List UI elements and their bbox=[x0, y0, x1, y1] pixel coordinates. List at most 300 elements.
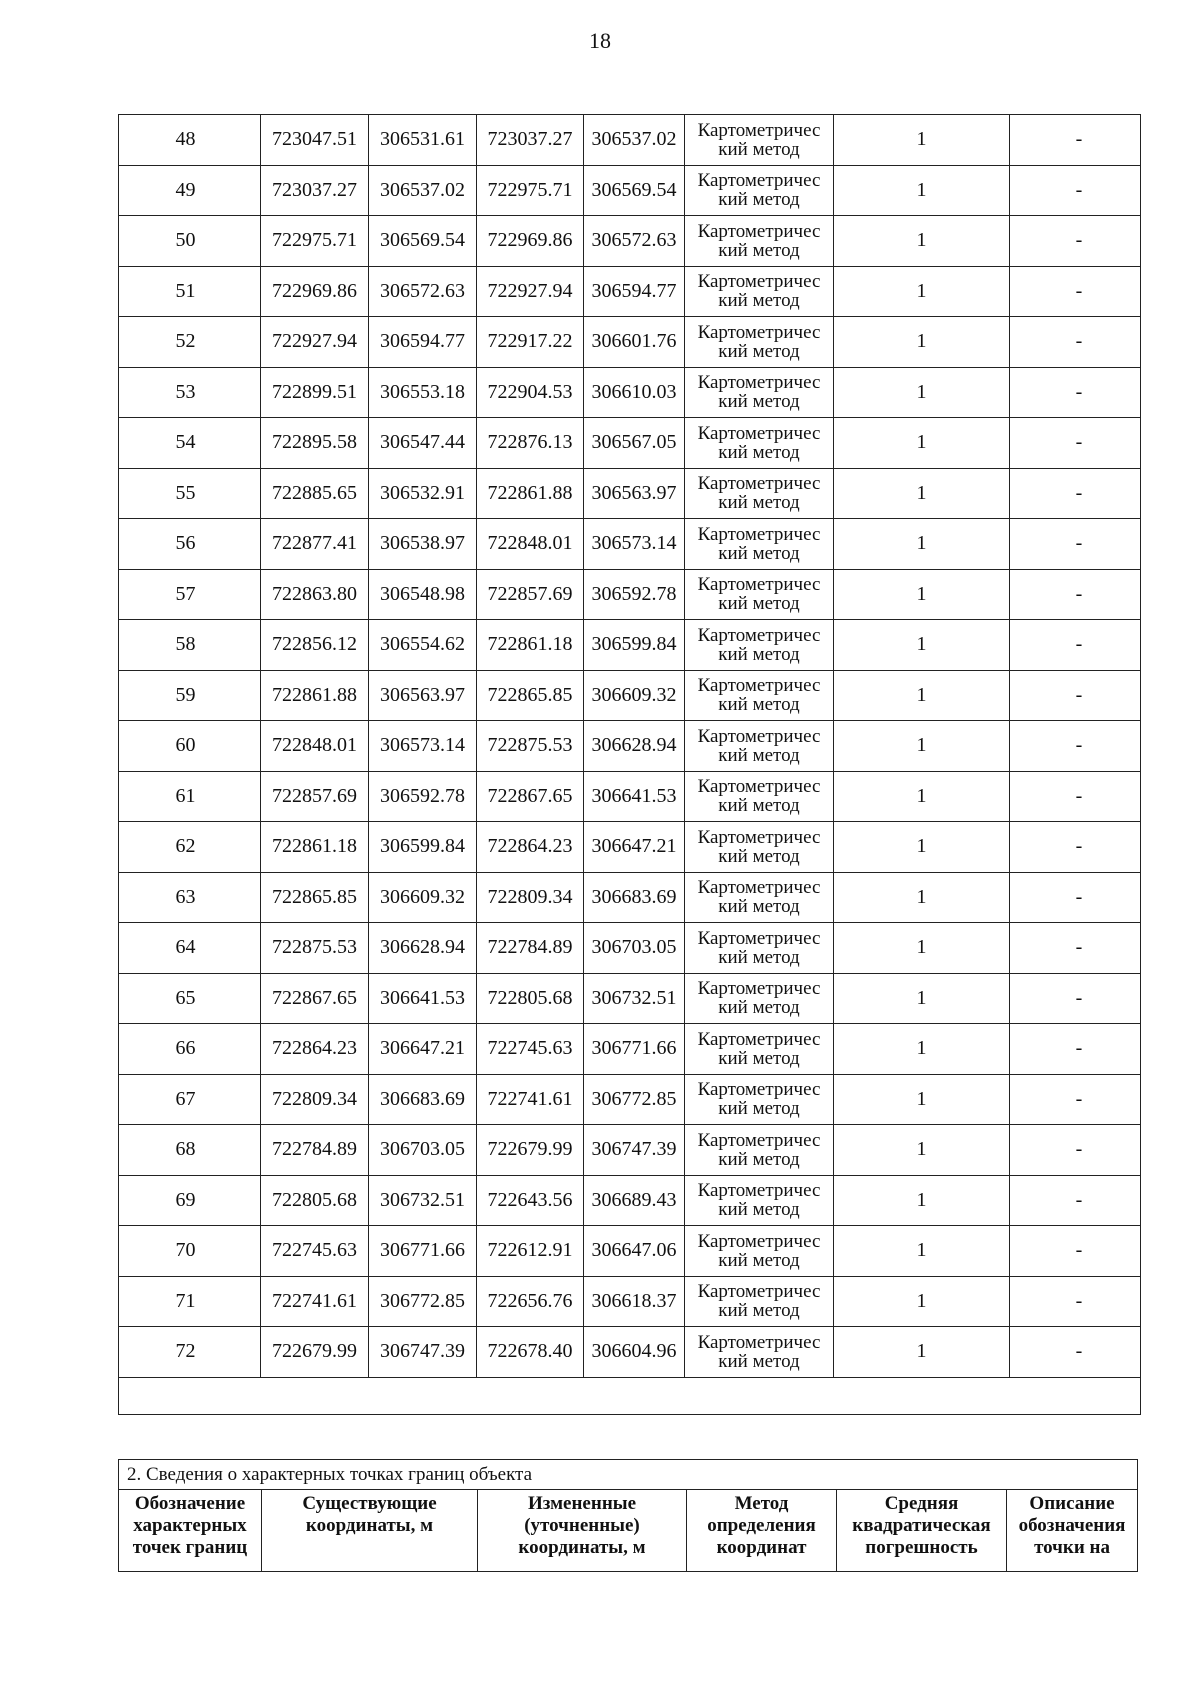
table-row bbox=[119, 1327, 1141, 1378]
existing-x-cell: 722865.85 bbox=[261, 872, 369, 923]
error-cell: 1 bbox=[834, 418, 1010, 469]
existing-y-cell: 306771.66 bbox=[369, 1226, 477, 1277]
description-cell: - bbox=[1010, 1276, 1141, 1327]
method-cell bbox=[685, 1327, 834, 1378]
existing-x-cell: 722856.12 bbox=[261, 620, 369, 671]
method-cell bbox=[685, 1024, 834, 1075]
method-line2: кий метод bbox=[718, 643, 800, 665]
header-line1: Существующие bbox=[302, 1493, 437, 1514]
method-line1: Картометричес bbox=[697, 1230, 821, 1252]
method-line1: Картометричес bbox=[697, 321, 821, 343]
point-number-cell: 67 bbox=[119, 1074, 261, 1125]
description-cell: - bbox=[1010, 569, 1141, 620]
updated-y-cell: 306647.21 bbox=[584, 822, 685, 873]
existing-x-cell: 722885.65 bbox=[261, 468, 369, 519]
error-cell: 1 bbox=[834, 115, 1010, 166]
point-number-cell: 49 bbox=[119, 165, 261, 216]
header-line2: определения bbox=[707, 1515, 816, 1536]
point-number-cell: 52 bbox=[119, 317, 261, 368]
description-cell: - bbox=[1010, 115, 1141, 166]
method-cell bbox=[685, 115, 834, 166]
updated-y-cell: 306573.14 bbox=[584, 519, 685, 570]
table-row bbox=[119, 569, 1141, 620]
description-cell: - bbox=[1010, 468, 1141, 519]
updated-x-cell: 722861.88 bbox=[477, 468, 584, 519]
updated-y-cell: 306732.51 bbox=[584, 973, 685, 1024]
method-cell bbox=[685, 822, 834, 873]
existing-y-cell: 306553.18 bbox=[369, 367, 477, 418]
table-row bbox=[119, 1074, 1141, 1125]
method-line1: Картометричес bbox=[697, 675, 821, 697]
method-cell bbox=[685, 569, 834, 620]
table-row bbox=[119, 1175, 1141, 1226]
updated-y-cell: 306747.39 bbox=[584, 1125, 685, 1176]
updated-x-cell: 722876.13 bbox=[477, 418, 584, 469]
point-number-cell: 48 bbox=[119, 115, 261, 166]
error-cell: 1 bbox=[834, 519, 1010, 570]
error-cell: 1 bbox=[834, 317, 1010, 368]
updated-y-cell: 306601.76 bbox=[584, 317, 685, 368]
method-line2: кий метод bbox=[718, 1047, 800, 1069]
existing-x-cell: 723047.51 bbox=[261, 115, 369, 166]
updated-x-cell: 722745.63 bbox=[477, 1024, 584, 1075]
updated-y-cell: 306703.05 bbox=[584, 923, 685, 974]
method-cell bbox=[685, 216, 834, 267]
table-row bbox=[119, 317, 1141, 368]
method-cell bbox=[685, 1226, 834, 1277]
empty-cell bbox=[119, 1377, 1141, 1414]
method-cell bbox=[685, 317, 834, 368]
updated-y-cell: 306610.03 bbox=[584, 367, 685, 418]
header-line3: координаты, м bbox=[518, 1537, 646, 1558]
method-line1: Картометричес bbox=[697, 220, 821, 242]
existing-y-cell: 306703.05 bbox=[369, 1125, 477, 1176]
method-cell bbox=[685, 468, 834, 519]
point-number-cell: 66 bbox=[119, 1024, 261, 1075]
section2-title-row bbox=[119, 1460, 1138, 1490]
table-row bbox=[119, 1276, 1141, 1327]
existing-x-cell: 722863.80 bbox=[261, 569, 369, 620]
description-cell: - bbox=[1010, 1125, 1141, 1176]
method-cell bbox=[685, 670, 834, 721]
updated-x-cell: 722741.61 bbox=[477, 1074, 584, 1125]
updated-x-cell: 722805.68 bbox=[477, 973, 584, 1024]
coordinates-table-body bbox=[119, 115, 1141, 1415]
error-cell: 1 bbox=[834, 165, 1010, 216]
table-row bbox=[119, 418, 1141, 469]
method-line2: кий метод bbox=[718, 441, 800, 463]
updated-x-cell: 722784.89 bbox=[477, 923, 584, 974]
updated-y-cell: 306647.06 bbox=[584, 1226, 685, 1277]
updated-y-cell: 306537.02 bbox=[584, 115, 685, 166]
existing-x-cell: 722741.61 bbox=[261, 1276, 369, 1327]
existing-y-cell: 306532.91 bbox=[369, 468, 477, 519]
description-cell: - bbox=[1010, 721, 1141, 772]
method-line1: Картометричес bbox=[697, 1079, 821, 1101]
method-line2: кий метод bbox=[718, 1300, 800, 1322]
error-cell: 1 bbox=[834, 367, 1010, 418]
updated-y-cell: 306604.96 bbox=[584, 1327, 685, 1378]
existing-x-cell: 722969.86 bbox=[261, 266, 369, 317]
point-number-cell: 72 bbox=[119, 1327, 261, 1378]
existing-y-cell: 306609.32 bbox=[369, 872, 477, 923]
method-cell bbox=[685, 519, 834, 570]
table-row bbox=[119, 115, 1141, 166]
table-row bbox=[119, 620, 1141, 671]
method-line2: кий метод bbox=[718, 340, 800, 362]
header-line1: Средняя bbox=[884, 1493, 959, 1514]
column-header bbox=[119, 1490, 262, 1572]
point-number-cell: 55 bbox=[119, 468, 261, 519]
updated-y-cell: 306771.66 bbox=[584, 1024, 685, 1075]
table-row bbox=[119, 872, 1141, 923]
existing-x-cell: 722975.71 bbox=[261, 216, 369, 267]
method-cell bbox=[685, 872, 834, 923]
method-line2: кий метод bbox=[718, 694, 800, 716]
description-cell: - bbox=[1010, 771, 1141, 822]
existing-x-cell: 722867.65 bbox=[261, 973, 369, 1024]
method-cell bbox=[685, 620, 834, 671]
updated-x-cell: 722875.53 bbox=[477, 721, 584, 772]
method-line2: кий метод bbox=[718, 1098, 800, 1120]
method-line2: кий метод bbox=[718, 1199, 800, 1221]
description-cell: - bbox=[1010, 1024, 1141, 1075]
updated-x-cell: 722969.86 bbox=[477, 216, 584, 267]
method-cell bbox=[685, 165, 834, 216]
method-line1: Картометричес bbox=[697, 422, 821, 444]
section2-table bbox=[118, 1459, 1138, 1572]
point-number-cell: 51 bbox=[119, 266, 261, 317]
table-row bbox=[119, 266, 1141, 317]
description-cell: - bbox=[1010, 872, 1141, 923]
existing-x-cell: 722745.63 bbox=[261, 1226, 369, 1277]
error-cell: 1 bbox=[834, 569, 1010, 620]
error-cell: 1 bbox=[834, 923, 1010, 974]
existing-y-cell: 306599.84 bbox=[369, 822, 477, 873]
header-line3: точек границ bbox=[132, 1537, 248, 1558]
updated-y-cell: 306569.54 bbox=[584, 165, 685, 216]
existing-x-cell: 722927.94 bbox=[261, 317, 369, 368]
method-line1: Картометричес bbox=[697, 1331, 821, 1353]
method-line1: Картометричес bbox=[697, 1129, 821, 1151]
updated-x-cell: 722867.65 bbox=[477, 771, 584, 822]
method-cell bbox=[685, 771, 834, 822]
description-cell: - bbox=[1010, 923, 1141, 974]
point-number-cell: 65 bbox=[119, 973, 261, 1024]
existing-x-cell: 722784.89 bbox=[261, 1125, 369, 1176]
method-line2: кий метод bbox=[718, 391, 800, 413]
existing-y-cell: 306572.63 bbox=[369, 266, 477, 317]
table-row bbox=[119, 1024, 1141, 1075]
section2-title: 2. Сведения о характерных точках границ объекта bbox=[119, 1460, 1138, 1490]
updated-x-cell: 722857.69 bbox=[477, 569, 584, 620]
error-cell: 1 bbox=[834, 721, 1010, 772]
error-cell: 1 bbox=[834, 1074, 1010, 1125]
method-line2: кий метод bbox=[718, 845, 800, 867]
method-cell bbox=[685, 923, 834, 974]
existing-y-cell: 306547.44 bbox=[369, 418, 477, 469]
existing-x-cell: 722848.01 bbox=[261, 721, 369, 772]
updated-x-cell: 722864.23 bbox=[477, 822, 584, 873]
column-header bbox=[687, 1490, 837, 1572]
existing-x-cell: 722864.23 bbox=[261, 1024, 369, 1075]
existing-x-cell: 722875.53 bbox=[261, 923, 369, 974]
point-number-cell: 64 bbox=[119, 923, 261, 974]
existing-y-cell: 306683.69 bbox=[369, 1074, 477, 1125]
method-line2: кий метод bbox=[718, 997, 800, 1019]
table-row bbox=[119, 367, 1141, 418]
point-number-cell: 60 bbox=[119, 721, 261, 772]
existing-y-cell: 306732.51 bbox=[369, 1175, 477, 1226]
header-line2: характерных bbox=[133, 1515, 247, 1536]
error-cell: 1 bbox=[834, 822, 1010, 873]
updated-y-cell: 306772.85 bbox=[584, 1074, 685, 1125]
header-line2: квадратическая bbox=[852, 1515, 991, 1536]
existing-y-cell: 306594.77 bbox=[369, 317, 477, 368]
updated-x-cell: 722861.18 bbox=[477, 620, 584, 671]
updated-x-cell: 722975.71 bbox=[477, 165, 584, 216]
existing-y-cell: 306628.94 bbox=[369, 923, 477, 974]
header-line1: Метод bbox=[734, 1493, 789, 1514]
table-row bbox=[119, 721, 1141, 772]
existing-y-cell: 306772.85 bbox=[369, 1276, 477, 1327]
section2-header-row bbox=[119, 1490, 1138, 1572]
header-line2: (уточненные) bbox=[524, 1515, 640, 1536]
method-line1: Картометричес bbox=[697, 725, 821, 747]
updated-y-cell: 306594.77 bbox=[584, 266, 685, 317]
existing-y-cell: 306747.39 bbox=[369, 1327, 477, 1378]
method-cell bbox=[685, 1276, 834, 1327]
column-header bbox=[262, 1490, 478, 1572]
method-line1: Картометричес bbox=[697, 574, 821, 596]
method-cell bbox=[685, 1125, 834, 1176]
method-line1: Картометричес bbox=[697, 473, 821, 495]
updated-x-cell: 723037.27 bbox=[477, 115, 584, 166]
table-row bbox=[119, 468, 1141, 519]
empty-row bbox=[119, 1377, 1141, 1414]
description-cell: - bbox=[1010, 1226, 1141, 1277]
method-line2: кий метод bbox=[718, 896, 800, 918]
point-number-cell: 70 bbox=[119, 1226, 261, 1277]
existing-y-cell: 306538.97 bbox=[369, 519, 477, 570]
error-cell: 1 bbox=[834, 216, 1010, 267]
existing-x-cell: 722899.51 bbox=[261, 367, 369, 418]
method-cell bbox=[685, 973, 834, 1024]
updated-x-cell: 722643.56 bbox=[477, 1175, 584, 1226]
method-line1: Картометричес bbox=[697, 1180, 821, 1202]
error-cell: 1 bbox=[834, 872, 1010, 923]
error-cell: 1 bbox=[834, 973, 1010, 1024]
header-line1: Обозначение bbox=[134, 1493, 246, 1514]
description-cell: - bbox=[1010, 266, 1141, 317]
updated-x-cell: 722927.94 bbox=[477, 266, 584, 317]
method-line1: Картометричес bbox=[697, 624, 821, 646]
existing-y-cell: 306647.21 bbox=[369, 1024, 477, 1075]
method-line1: Картометричес bbox=[697, 372, 821, 394]
point-number-cell: 71 bbox=[119, 1276, 261, 1327]
existing-y-cell: 306548.98 bbox=[369, 569, 477, 620]
method-line1: Картометричес bbox=[697, 877, 821, 899]
table-row bbox=[119, 771, 1141, 822]
error-cell: 1 bbox=[834, 1175, 1010, 1226]
error-cell: 1 bbox=[834, 468, 1010, 519]
error-cell: 1 bbox=[834, 1125, 1010, 1176]
existing-x-cell: 722805.68 bbox=[261, 1175, 369, 1226]
updated-x-cell: 722678.40 bbox=[477, 1327, 584, 1378]
point-number-cell: 56 bbox=[119, 519, 261, 570]
method-cell bbox=[685, 367, 834, 418]
method-line1: Картометричес bbox=[697, 1281, 821, 1303]
updated-y-cell: 306618.37 bbox=[584, 1276, 685, 1327]
existing-y-cell: 306537.02 bbox=[369, 165, 477, 216]
error-cell: 1 bbox=[834, 1276, 1010, 1327]
table-row bbox=[119, 670, 1141, 721]
description-cell: - bbox=[1010, 670, 1141, 721]
point-number-cell: 69 bbox=[119, 1175, 261, 1226]
method-line1: Картометричес bbox=[697, 978, 821, 1000]
existing-x-cell: 723037.27 bbox=[261, 165, 369, 216]
description-cell: - bbox=[1010, 165, 1141, 216]
description-cell: - bbox=[1010, 1327, 1141, 1378]
description-cell: - bbox=[1010, 519, 1141, 570]
table-row bbox=[119, 1226, 1141, 1277]
table-row bbox=[119, 923, 1141, 974]
updated-x-cell: 722848.01 bbox=[477, 519, 584, 570]
description-cell: - bbox=[1010, 1175, 1141, 1226]
method-line1: Картометричес bbox=[697, 826, 821, 848]
method-line2: кий метод bbox=[718, 492, 800, 514]
existing-x-cell: 722857.69 bbox=[261, 771, 369, 822]
header-line2: координаты, м bbox=[305, 1515, 434, 1536]
method-cell bbox=[685, 1175, 834, 1226]
method-cell bbox=[685, 266, 834, 317]
method-line2: кий метод bbox=[718, 744, 800, 766]
page-number: 18 bbox=[589, 28, 611, 53]
updated-y-cell: 306683.69 bbox=[584, 872, 685, 923]
description-cell: - bbox=[1010, 317, 1141, 368]
updated-x-cell: 722612.91 bbox=[477, 1226, 584, 1277]
table-row bbox=[119, 973, 1141, 1024]
header-line2: обозначения bbox=[1018, 1515, 1126, 1536]
header-line3: координат bbox=[716, 1537, 807, 1558]
updated-x-cell: 722865.85 bbox=[477, 670, 584, 721]
header-line1: Измененные bbox=[527, 1493, 637, 1514]
updated-x-cell: 722904.53 bbox=[477, 367, 584, 418]
point-number-cell: 50 bbox=[119, 216, 261, 267]
updated-y-cell: 306628.94 bbox=[584, 721, 685, 772]
error-cell: 1 bbox=[834, 670, 1010, 721]
existing-x-cell: 722679.99 bbox=[261, 1327, 369, 1378]
method-line2: кий метод bbox=[718, 795, 800, 817]
updated-y-cell: 306599.84 bbox=[584, 620, 685, 671]
existing-y-cell: 306573.14 bbox=[369, 721, 477, 772]
updated-y-cell: 306641.53 bbox=[584, 771, 685, 822]
updated-y-cell: 306592.78 bbox=[584, 569, 685, 620]
updated-x-cell: 722917.22 bbox=[477, 317, 584, 368]
method-line1: Картометричес bbox=[697, 927, 821, 949]
method-line1: Картометричес bbox=[697, 170, 821, 192]
existing-y-cell: 306592.78 bbox=[369, 771, 477, 822]
description-cell: - bbox=[1010, 1074, 1141, 1125]
point-number-cell: 68 bbox=[119, 1125, 261, 1176]
header-line1: Описание bbox=[1029, 1493, 1115, 1514]
method-line2: кий метод bbox=[718, 1148, 800, 1170]
existing-x-cell: 722877.41 bbox=[261, 519, 369, 570]
table-row bbox=[119, 165, 1141, 216]
updated-y-cell: 306567.05 bbox=[584, 418, 685, 469]
point-number-cell: 53 bbox=[119, 367, 261, 418]
method-line1: Картометричес bbox=[697, 119, 821, 141]
method-cell bbox=[685, 1074, 834, 1125]
existing-y-cell: 306641.53 bbox=[369, 973, 477, 1024]
description-cell: - bbox=[1010, 620, 1141, 671]
point-number-cell: 58 bbox=[119, 620, 261, 671]
method-line1: Картометричес bbox=[697, 523, 821, 545]
existing-y-cell: 306554.62 bbox=[369, 620, 477, 671]
updated-x-cell: 722809.34 bbox=[477, 872, 584, 923]
method-line1: Картометричес bbox=[697, 776, 821, 798]
method-line1: Картометричес bbox=[697, 1028, 821, 1050]
method-line1: Картометричес bbox=[697, 271, 821, 293]
point-number-cell: 54 bbox=[119, 418, 261, 469]
point-number-cell: 63 bbox=[119, 872, 261, 923]
updated-y-cell: 306572.63 bbox=[584, 216, 685, 267]
method-line2: кий метод bbox=[718, 189, 800, 211]
description-cell: - bbox=[1010, 418, 1141, 469]
existing-y-cell: 306563.97 bbox=[369, 670, 477, 721]
method-line2: кий метод bbox=[718, 239, 800, 261]
method-line2: кий метод bbox=[718, 138, 800, 160]
point-number-cell: 57 bbox=[119, 569, 261, 620]
method-line2: кий метод bbox=[718, 290, 800, 312]
header-line3: погрешность bbox=[865, 1537, 978, 1558]
coordinates-table bbox=[118, 114, 1141, 1415]
table-row bbox=[119, 216, 1141, 267]
existing-x-cell: 722861.18 bbox=[261, 822, 369, 873]
existing-x-cell: 722809.34 bbox=[261, 1074, 369, 1125]
method-cell bbox=[685, 418, 834, 469]
updated-x-cell: 722679.99 bbox=[477, 1125, 584, 1176]
column-header bbox=[478, 1490, 687, 1572]
point-number-cell: 59 bbox=[119, 670, 261, 721]
updated-y-cell: 306609.32 bbox=[584, 670, 685, 721]
error-cell: 1 bbox=[834, 266, 1010, 317]
existing-y-cell: 306531.61 bbox=[369, 115, 477, 166]
method-line2: кий метод bbox=[718, 593, 800, 615]
updated-y-cell: 306563.97 bbox=[584, 468, 685, 519]
method-cell bbox=[685, 721, 834, 772]
column-header bbox=[1007, 1490, 1138, 1572]
description-cell: - bbox=[1010, 216, 1141, 267]
table-row bbox=[119, 822, 1141, 873]
header-line3: точки на bbox=[1034, 1537, 1110, 1558]
error-cell: 1 bbox=[834, 771, 1010, 822]
description-cell: - bbox=[1010, 973, 1141, 1024]
error-cell: 1 bbox=[834, 1024, 1010, 1075]
existing-x-cell: 722895.58 bbox=[261, 418, 369, 469]
table-row bbox=[119, 1125, 1141, 1176]
existing-x-cell: 722861.88 bbox=[261, 670, 369, 721]
error-cell: 1 bbox=[834, 620, 1010, 671]
error-cell: 1 bbox=[834, 1226, 1010, 1277]
point-number-cell: 62 bbox=[119, 822, 261, 873]
method-line2: кий метод bbox=[718, 542, 800, 564]
existing-y-cell: 306569.54 bbox=[369, 216, 477, 267]
method-line2: кий метод bbox=[718, 946, 800, 968]
column-header bbox=[837, 1490, 1007, 1572]
method-line2: кий метод bbox=[718, 1249, 800, 1271]
error-cell: 1 bbox=[834, 1327, 1010, 1378]
